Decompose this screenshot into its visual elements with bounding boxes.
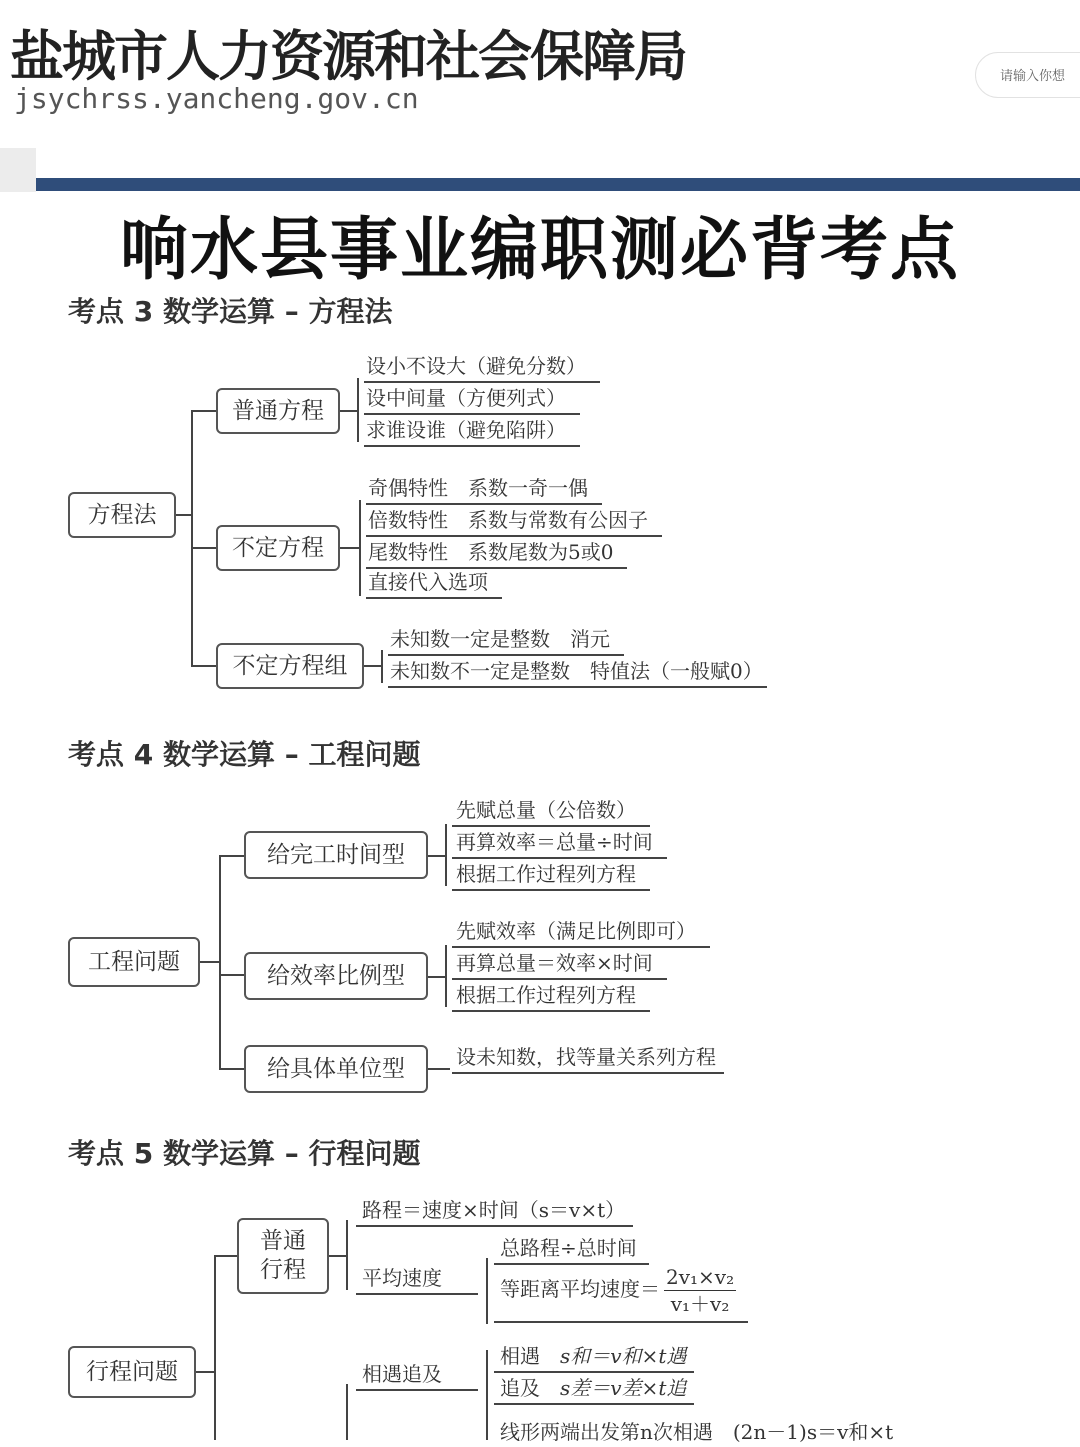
connector-line bbox=[340, 410, 358, 412]
section-title-5: 考点 5 数学运算 – 行程问题 bbox=[68, 1137, 421, 1170]
connector-line bbox=[219, 855, 245, 857]
connector-line bbox=[346, 1384, 348, 1440]
connector-line bbox=[219, 974, 245, 976]
connector-line bbox=[445, 824, 447, 886]
equal-distance-label: 等距离平均速度＝ bbox=[500, 1277, 660, 1301]
connector-line bbox=[191, 547, 217, 549]
site-url[interactable]: jsychrss.yancheng.gov.cn bbox=[14, 82, 419, 115]
connector-line bbox=[200, 961, 220, 963]
section-title-4: 考点 4 数学运算 – 工程问题 bbox=[68, 738, 421, 771]
mindmap-root-engineering: 工程问题 bbox=[68, 937, 200, 987]
section-title-3: 考点 3 数学运算 – 方程法 bbox=[68, 295, 393, 328]
branch-indefinite-equation: 不定方程 bbox=[216, 525, 340, 571]
connector-line bbox=[329, 1255, 347, 1257]
leaf-meet-chase: 相遇追及 bbox=[356, 1358, 478, 1391]
connector-line bbox=[219, 855, 221, 1069]
connector-line bbox=[445, 945, 447, 1007]
nav-bar bbox=[36, 178, 1080, 191]
leaf: 倍数特性 系数与常数有公因子 bbox=[366, 504, 662, 537]
connector-line bbox=[214, 1255, 238, 1257]
branch-given-efficiency: 给效率比例型 bbox=[244, 952, 428, 1000]
site-name[interactable]: 盐城市人力资源和社会保障局 bbox=[10, 25, 686, 88]
leaf: 未知数一定是整数 消元 bbox=[388, 623, 624, 656]
mindmap-root-travel: 行程问题 bbox=[68, 1346, 196, 1398]
connector-line bbox=[381, 650, 383, 683]
page-title: 响水县事业编职测必背考点 bbox=[119, 211, 960, 290]
connector-line bbox=[364, 665, 382, 667]
chase-label: 追及 bbox=[500, 1376, 540, 1400]
connector-line bbox=[191, 410, 193, 666]
leaf: 再算效率＝总量÷时间 bbox=[452, 826, 667, 859]
leaf: 直接代入选项 bbox=[366, 566, 502, 599]
connector-line bbox=[219, 1068, 245, 1070]
leaf-basic-formula: 路程＝速度×时间（s＝v×t） bbox=[356, 1194, 633, 1227]
connector-line bbox=[428, 855, 446, 857]
denominator: v₁＋v₂ bbox=[670, 1292, 730, 1316]
fraction bbox=[664, 1264, 736, 1317]
connector-line bbox=[357, 378, 359, 442]
branch-given-time: 给完工时间型 bbox=[244, 831, 428, 879]
leaf-equal-distance bbox=[494, 1264, 748, 1323]
leaf: 先赋效率（满足比例即可） bbox=[452, 915, 710, 948]
leaf-line-meet: 线形两端出发第n次相遇 (2n－1)s＝v和×t bbox=[500, 1420, 894, 1444]
connector-line bbox=[428, 1068, 450, 1070]
connector-line bbox=[214, 1255, 216, 1440]
connector-line bbox=[176, 514, 192, 516]
connector-line bbox=[196, 1371, 216, 1373]
branch-normal-equation: 普通方程 bbox=[216, 388, 340, 434]
branch-given-unit: 给具体单位型 bbox=[244, 1045, 428, 1093]
leaf: 未知数不一定是整数 特值法（一般赋0） bbox=[388, 655, 767, 688]
connector-line bbox=[359, 500, 361, 596]
leaf-avg-speed: 平均速度 bbox=[356, 1262, 478, 1295]
connector-line bbox=[191, 410, 217, 412]
leaf-chase bbox=[494, 1372, 694, 1405]
leaf: 尾数特性 系数尾数为5或0 bbox=[366, 536, 627, 569]
chase-formula: s差＝v差×t追 bbox=[560, 1376, 687, 1400]
connector-line bbox=[486, 1350, 488, 1440]
connector-line bbox=[191, 665, 217, 667]
connector-line bbox=[340, 547, 360, 549]
leaf: 设小不设大（避免分数） bbox=[364, 350, 600, 383]
leaf: 设中间量（方便列式） bbox=[364, 382, 580, 415]
search-input[interactable]: 请输入你想 bbox=[975, 52, 1080, 98]
numerator: 2v₁×v₂ bbox=[666, 1265, 735, 1289]
connector-line bbox=[486, 1258, 488, 1324]
branch-indefinite-system: 不定方程组 bbox=[216, 643, 364, 689]
leaf: 设未知数，找等量关系列方程 bbox=[452, 1041, 724, 1074]
connector-line bbox=[428, 976, 446, 978]
meet-formula: s和＝v和×t遇 bbox=[560, 1344, 687, 1368]
leaf: 根据工作过程列方程 bbox=[452, 979, 650, 1012]
leaf: 奇偶特性 系数一奇一偶 bbox=[366, 472, 602, 505]
leaf: 根据工作过程列方程 bbox=[452, 858, 650, 891]
nav-tab[interactable] bbox=[0, 148, 36, 192]
connector-line bbox=[346, 1220, 348, 1290]
meet-label: 相遇 bbox=[500, 1344, 540, 1368]
leaf: 再算总量＝效率×时间 bbox=[452, 947, 667, 980]
leaf: 先赋总量（公倍数） bbox=[452, 794, 650, 827]
leaf: 总路程÷总时间 bbox=[494, 1232, 649, 1265]
branch-normal-travel: 普通 行程 bbox=[237, 1218, 329, 1294]
leaf-meet bbox=[494, 1340, 694, 1373]
mindmap-root-equation: 方程法 bbox=[68, 492, 176, 538]
leaf: 求谁设谁（避免陷阱） bbox=[364, 414, 580, 447]
